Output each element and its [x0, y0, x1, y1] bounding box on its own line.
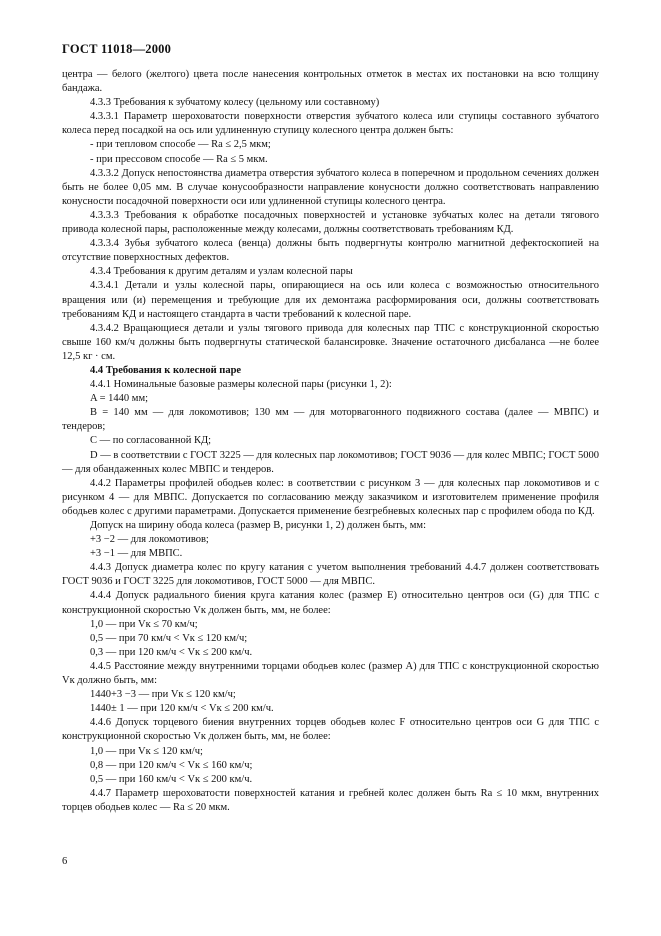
paragraph: 4.4.2 Параметры профилей ободьев колес: в соответствии с рисунком 3 — для колесных пар локомотивов и с рисунком 4 — для МВПС. Допускается по согласованию между заказчиком и изготовителем применение профиля ободьев колес с другими параметрами. Допускается применение безгребневых колесных пар с профилем обода по КД. [62, 477, 599, 517]
paragraph: 0,3 — при 120 км/ч < Vк ≤ 200 км/ч. [90, 646, 253, 658]
paragraph: 4.4.6 Допуск торцевого биения внутренних торцев ободьев колес F относительно центров оси G для ТПС с конструкционной скоростью Vк должен быть, мм, не более: [62, 717, 599, 743]
paragraph: 4.3.3.1 Параметр шероховатости поверхности отверстия зубчатого колеса или ступицы составного зубчатого колеса перед посадкой на ось или удлиненную ступицу колесного центра должен быть: [62, 111, 599, 137]
paragraph: B = 140 мм — для локомотивов; 130 мм — для моторвагонного подвижного состава (далее — МВПС) и тендеров; [62, 407, 599, 433]
paragraph: A = 1440 мм; [90, 393, 149, 405]
paragraph: - при прессовом способе — Ra ≤ 5 мкм. [90, 153, 268, 165]
paragraph: 4.4.5 Расстояние между внутренними торцами ободьев колес (размер A) для ТПС с конструкционной скоростью Vк должно быть, мм: [62, 660, 599, 687]
paragraph: 0,5 — при 160 км/ч < Vк ≤ 200 км/ч. [90, 773, 253, 785]
paragraph: 4.4 Требования к колесной паре [90, 364, 242, 376]
paragraph: 1,0 — при Vк ≤ 120 км/ч; [90, 745, 203, 757]
paragraph: - при тепловом способе — Ra ≤ 2,5 мкм; [90, 139, 271, 151]
paragraph: 4.3.4.1 Детали и узлы колесной пары, опирающиеся на ось или колеса с возможностью относительного вращения или (и) перемещения и требующие для их демонтажа расформирования оси, должны соответствовать требованиям КД и настоящего стандарта в части требований к колесной паре. [62, 280, 599, 320]
paragraph: C — по согласованной КД; [90, 435, 212, 447]
paragraph: центра — белого (желтого) цвета после нанесения контрольных отметок в местах их постановки на всю толщину бандажа. [62, 69, 599, 95]
paragraph: 4.4.4 Допуск радиального биения круга катания колес (размер E) относительно центров оси (G) для ТПС с конструкционной скоростью Vк должен быть, мм, не более: [62, 590, 599, 616]
document-body [62, 68, 599, 815]
paragraph: 4.4.1 Номинальные базовые размеры колесной пары (рисунки 1, 2): [90, 379, 392, 391]
paragraph: 4.3.4.2 Вращающиеся детали и узлы тягового привода для колесных пар ТПС с конструкционной скоростью свыше 160 км/ч должны быть подвергнуты статической балансировке. Значение остаточного дисбаланса —не более 12,5 кг · см. [62, 322, 599, 362]
paragraph: 0,5 — при 70 км/ч < Vк ≤ 120 км/ч; [90, 632, 248, 644]
paragraph: D — в соответствии с ГОСТ 3225 — для колесных пар локомотивов; ГОСТ 9036 — для колес МВПС; ГОСТ 5000 — для обандаженных колес МВПС и тендеров. [62, 449, 599, 475]
paragraph: Допуск на ширину обода колеса (размер B, рисунки 1, 2) должен быть, мм: [90, 520, 426, 531]
paragraph: 4.4.3 Допуск диаметра колес по кругу катания с учетом выполнения требований 4.4.7 должен соответствовать ГОСТ 9036 и ГОСТ 3225 для локомотивов, ГОСТ 5000 — для МВПС. [62, 562, 599, 588]
paragraph: 4.3.4 Требования к другим деталям и узлам колесной пары [90, 266, 353, 278]
paragraph: 0,8 — при 120 км/ч < Vк ≤ 160 км/ч; [90, 759, 253, 771]
paragraph: 4.3.3.3 Требования к обработке посадочных поверхностей и установке зубчатых колес на детали тягового привода колесной пары, расположенные между колесами, должны соответствовать требованиям КД. [62, 209, 599, 236]
paragraph: 1,0 — при Vк ≤ 70 км/ч; [90, 618, 198, 630]
paragraph: 1440± 1 — при 120 км/ч < Vк ≤ 200 км/ч. [90, 703, 274, 715]
paragraph: 1440+3 −3 — при Vк ≤ 120 км/ч; [90, 689, 236, 701]
paragraph: +3 −2 — для локомотивов; [90, 534, 209, 546]
document-header: ГОСТ 11018—2000 [62, 42, 172, 56]
paragraph: +3 −1 — для МВПС. [90, 548, 183, 560]
page-number: 6 [62, 856, 68, 867]
paragraph: 4.3.3 Требования к зубчатому колесу (цельному или составному) [90, 97, 380, 109]
paragraph: 4.4.7 Параметр шероховатости поверхностей катания и гребней колес должен быть Ra ≤ 10 мкм, внутренних торцев ободьев колес — Ra ≤ 20 мкм. [62, 787, 599, 813]
paragraph: 4.3.3.2 Допуск непостоянства диаметра отверстия зубчатого колеса в поперечном и продольном сечениях должен быть не более 0,05 мм. В случае конусообразности направление конусности должно соответствовать направлению конусности посадочной поверхности оси или удлиненной ступицы колесного центра. [62, 167, 599, 207]
paragraph: 4.3.3.4 Зубья зубчатого колеса (венца) должны быть подвергнуты контролю магнитной дефектоскопией на отсутствие поверхностных дефектов. [62, 238, 599, 264]
